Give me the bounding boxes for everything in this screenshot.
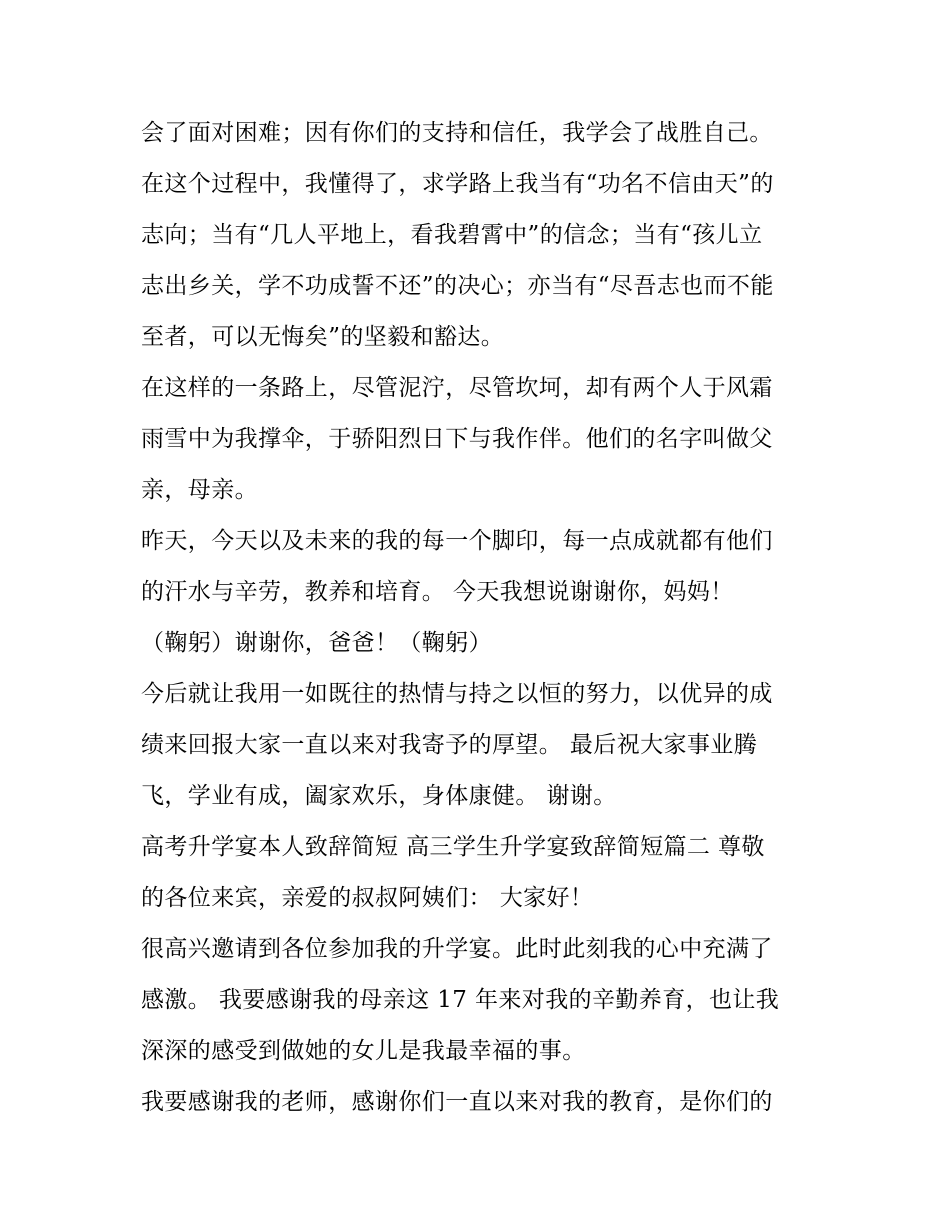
text-line: 飞，学业有成，阖家欢乐，身体康健。 谢谢。: [141, 783, 617, 809]
text-line: 的汗水与辛劳，教养和培育。 今天我想说谢谢你，妈妈！: [141, 579, 734, 605]
text-line: 高考升学宴本人致辞简短 高三学生升学宴致辞简短篇二 尊敬: [141, 834, 765, 860]
text-line: 感激。 我要感谢我的母亲这 17 年来对我的辛勤养育，也让我: [141, 987, 780, 1013]
document-body: [141, 108, 821, 1128]
text-line: 在这样的一条路上，尽管泥泞，尽管坎坷，却有两个人于风霜: [141, 375, 773, 401]
text-line: 的各位来宾，亲爱的叔叔阿姨们： 大家好！: [141, 885, 594, 911]
text-line: （鞠躬）谢谢你，爸爸！（鞠躬）: [141, 630, 492, 656]
text-line: 今后就让我用一如既往的热情与持之以恒的努力，以优异的成: [141, 681, 773, 707]
text-line: 会了面对困难；因有你们的支持和信任，我学会了战胜自己。: [141, 120, 773, 146]
text-line: 亲，母亲。: [141, 477, 258, 503]
text-line: 昨天，今天以及未来的我的每一个脚印，每一点成就都有他们: [141, 528, 773, 554]
text-line: 至者，可以无悔矣”的坚毅和豁达。: [141, 324, 505, 350]
text-line: 绩来回报大家一直以来对我寄予的厚望。 最后祝大家事业腾: [141, 732, 758, 758]
text-line: 志出乡关，学不功成誓不还”的决心；亦当有“尽吾志也而不能: [141, 273, 774, 299]
text-line: 我要感谢我的老师，感谢你们一直以来对我的教育，是你们的: [141, 1089, 773, 1115]
text-line: 在这个过程中，我懂得了，求学路上我当有“功名不信由天”的: [141, 171, 774, 197]
text-line: 志向；当有“几人平地上，看我碧霄中”的信念；当有“孩儿立: [141, 222, 763, 248]
text-line: 雨雪中为我撑伞，于骄阳烈日下与我作伴。他们的名字叫做父: [141, 426, 773, 452]
text-line: 深深的感受到做她的女儿是我最幸福的事。: [141, 1038, 586, 1064]
text-line: 很高兴邀请到各位参加我的升学宴。此时此刻我的心中充满了: [141, 936, 773, 962]
